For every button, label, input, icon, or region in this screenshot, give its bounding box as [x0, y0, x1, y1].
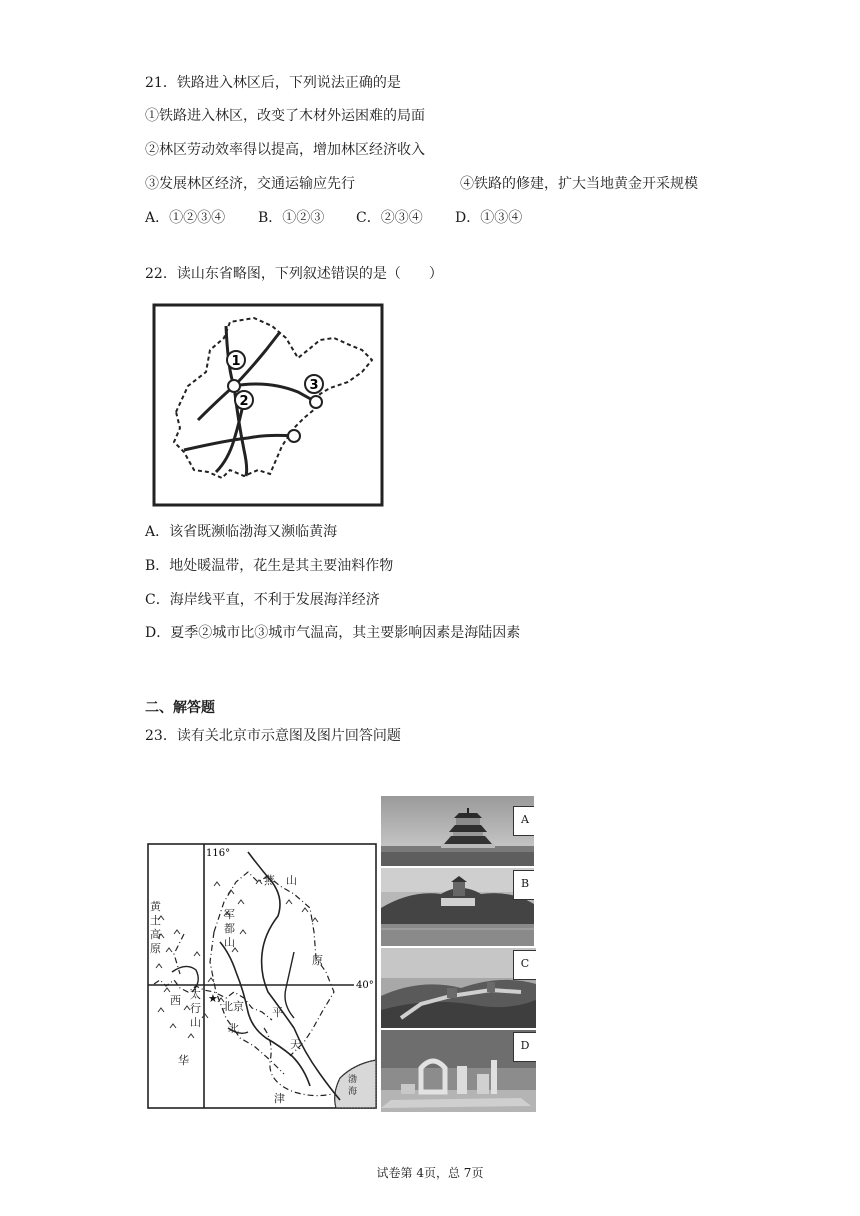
jundu-char-2: 都 — [224, 922, 235, 935]
loess-char-1: 黄 — [150, 900, 161, 913]
loess-char-2: 土 — [150, 914, 161, 927]
q21-statement-2: ②林区劳动效率得以提高，增加林区经济收入 — [145, 142, 425, 158]
q21-stem: 21．铁路进入林区后，下列说法正确的是 — [145, 75, 401, 91]
photo-a-label: A — [513, 806, 534, 836]
hua-label: 华 — [178, 1054, 189, 1067]
q21-statement-1: ①铁路进入林区，改变了木材外运困难的局面 — [145, 108, 425, 124]
latitude-label: 40° — [356, 980, 374, 991]
q23-stem: 23．读有关北京市示意图及图片回答问题 — [145, 728, 401, 744]
shandong-map — [148, 300, 392, 510]
photo-c — [381, 948, 536, 1028]
bei-label: 北 — [228, 1022, 239, 1035]
jundu-char-1: 军 — [224, 908, 235, 921]
taihang-char-3: 山 — [190, 1016, 201, 1029]
q22-option-d[interactable]: D．夏季②城市比③城市气温高，其主要影响因素是海陆因素 — [145, 625, 521, 641]
q21-option-b[interactable]: B．①②③ — [258, 210, 325, 226]
q21-options — [145, 208, 522, 228]
photo-d — [381, 1030, 536, 1112]
loess-char-4: 原 — [150, 942, 161, 955]
page-footer: 试卷第 4页，总 7页 — [376, 1166, 484, 1180]
map-marker-1 — [227, 351, 245, 369]
svg-text:2: 2 — [239, 394, 249, 409]
q22-stem: 22．读山东省略图，下列叙述错误的是（ ） — [145, 266, 443, 282]
jin-label: 津 — [274, 1092, 285, 1105]
longitude-label: 116° — [206, 848, 231, 859]
q21-statement-4: ④铁路的修建，扩大当地黄金开采规模 — [460, 176, 698, 192]
yanshan-label: 燕 山 — [264, 874, 297, 887]
photo-c-label: C — [513, 950, 536, 980]
map-marker-3 — [305, 375, 323, 393]
capital-star-icon: ★ — [208, 992, 218, 1005]
q21-statement-3: ③发展林区经济，交通运输应先行 — [145, 176, 355, 192]
jundu-char-3: 山 — [224, 936, 235, 949]
photo-d-label: D — [513, 1032, 536, 1062]
q22-option-a[interactable]: A．该省既濒临渤海又濒临黄海 — [145, 524, 338, 540]
taihang-char-2: 行 — [190, 1002, 201, 1015]
q21-option-a[interactable]: A．①②③④ — [145, 210, 226, 226]
tian-label: 天 — [290, 1038, 301, 1051]
photo-a — [381, 796, 534, 866]
section-title: 二、解答题 — [145, 700, 215, 716]
q21-option-c[interactable]: C．②③④ — [356, 210, 423, 226]
bohai-char-2: 海 — [348, 1087, 358, 1097]
xi-label: 西 — [170, 994, 181, 1007]
svg-text:3: 3 — [309, 378, 319, 393]
plain-char-2: 原 — [312, 954, 323, 967]
beijing-label: 北京 — [222, 1000, 244, 1013]
photo-b — [381, 868, 534, 946]
photo-b-label: B — [513, 870, 534, 900]
bohai-char-1: 渤 — [348, 1075, 358, 1085]
taihang-char-1: 太 — [190, 988, 201, 1001]
loess-char-3: 高 — [150, 928, 161, 941]
map-marker-2 — [235, 391, 253, 409]
beijing-map — [144, 842, 380, 1110]
q22-option-c[interactable]: C．海岸线平直，不利于发展海洋经济 — [145, 592, 380, 608]
plain-char-1: 平 — [272, 1006, 283, 1019]
svg-text:1: 1 — [231, 354, 241, 369]
q21-option-d[interactable]: D．①③④ — [455, 210, 523, 226]
q22-option-b[interactable]: B．地处暖温带，花生是其主要油料作物 — [145, 558, 394, 574]
